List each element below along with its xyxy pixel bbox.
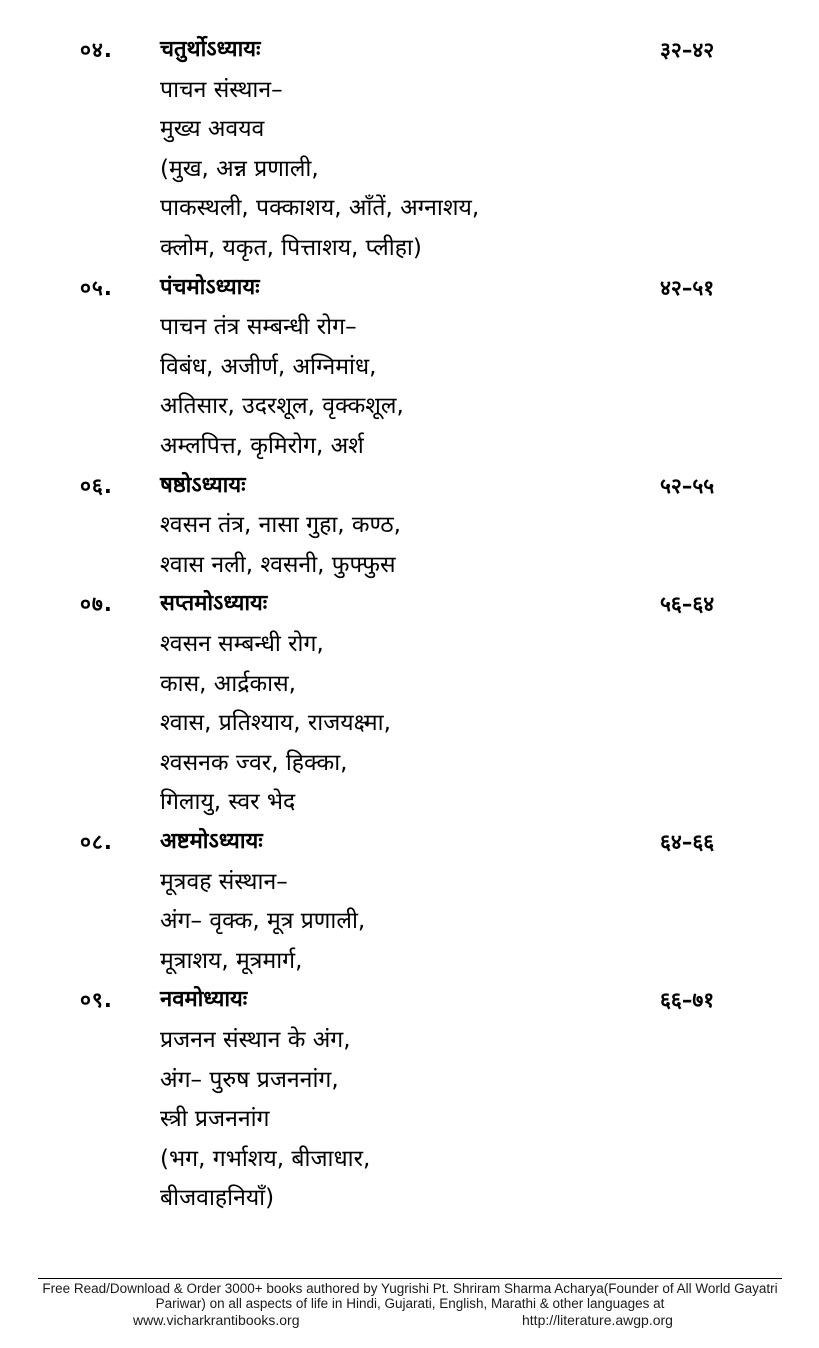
topic-line: मुख्य अवयव [160, 116, 265, 143]
page-range: ५२–५५ [660, 473, 715, 498]
page-range: ६६–७१ [660, 988, 715, 1013]
chapter-number: ०४. [80, 38, 113, 62]
footer-text: Free Read/Download & Order 3000+ books authored by Yugrishi Pt. Shriram Sharma Acharya(Founder of All World Gayatri Pariwar) on all aspects of life in Hindi, Gujarati, English, Marathi & other languages at [42, 1281, 778, 1311]
topic-line: गिलायु, स्वर भेद [160, 789, 296, 816]
topic-line: पाकस्थली, पक्काशय, आँतें, अग्नाशय, [160, 195, 480, 222]
chapter-number: ०५. [80, 275, 113, 300]
topic-line: (भग, गर्भाशय, बीजाधार, [160, 1145, 371, 1172]
chapter-title: नवमोध्यायः [160, 987, 248, 1013]
chapter-number: ०८. [80, 830, 113, 854]
topic-line: पाचन संस्थान– [160, 76, 283, 103]
topic-line: अतिसार, उदरशूल, वृक्कशूल, [160, 393, 404, 420]
chapter-title: पंचमोऽध्यायः [160, 274, 260, 300]
footer-link-vicharkranti[interactable]: www.vicharkrantibooks.org [133, 1312, 300, 1328]
footer-divider [38, 1278, 782, 1279]
topic-line: श्वसन सम्बन्धी रोग, [160, 631, 324, 657]
topic-line: बीजवाहनियाँ) [160, 1185, 275, 1212]
chapter-number: ०७. [80, 592, 113, 617]
topic-line: क्लोम, यकृत, पित्ताशय, प्लीहा) [160, 235, 422, 261]
footer-link-awgp[interactable]: http://literature.awgp.org [522, 1312, 673, 1328]
chapter-title: अष्टमोऽध्यायः [160, 829, 263, 854]
page-range: ४२–५१ [660, 275, 715, 300]
topic-line: श्वसनक ज्वर, हिक्का, [160, 749, 348, 776]
topic-line: (मुख, अन्न प्रणाली, [160, 155, 319, 182]
topic-line: मूत्रवह संस्थान– [160, 868, 288, 895]
topic-line: अंग– वृक्क, मूत्र प्रणाली, [160, 908, 366, 935]
chapter-number: ०६. [80, 473, 113, 498]
topic-line: श्वास नली, श्वसनी, फुफ्फुस [160, 551, 396, 578]
topic-line: प्रजनन संस्थान के अंग, [160, 1027, 351, 1053]
topic-line: पाचन तंत्र सम्बन्धी रोग– [160, 314, 357, 341]
page-range: ६४–६६ [660, 830, 715, 854]
topic-line: विबंध, अजीर्ण, अग्निमांध, [160, 353, 377, 380]
chapter-title: सप्तमोऽध्यायः [160, 591, 268, 617]
topic-line: कास, आर्द्रकास, [160, 670, 296, 697]
topic-line: अम्लपित्त, कृमिरोग, अर्श [160, 433, 364, 459]
chapter-number: ०९. [80, 988, 113, 1013]
topic-line: स्त्री प्रजननांग [160, 1106, 270, 1133]
topic-line: श्वास, प्रतिश्याय, राजयक्ष्मा, [160, 710, 391, 737]
page-range: ३२–४२ [660, 38, 715, 62]
page-range: ५६–६४ [660, 592, 715, 617]
chapter-title: षष्ठोऽध्यायः [160, 472, 246, 498]
footer-links [0, 1312, 819, 1330]
topic-line: श्वसन तंत्र, नासा गुहा, कण्ठ, [160, 512, 401, 539]
topic-line: अंग– पुरुष प्रजननांग, [160, 1066, 339, 1093]
topic-line: मूत्राशय, मूत्रमार्ग, [160, 947, 303, 974]
chapter-title: चतुर्थोऽध्यायः [160, 37, 261, 62]
